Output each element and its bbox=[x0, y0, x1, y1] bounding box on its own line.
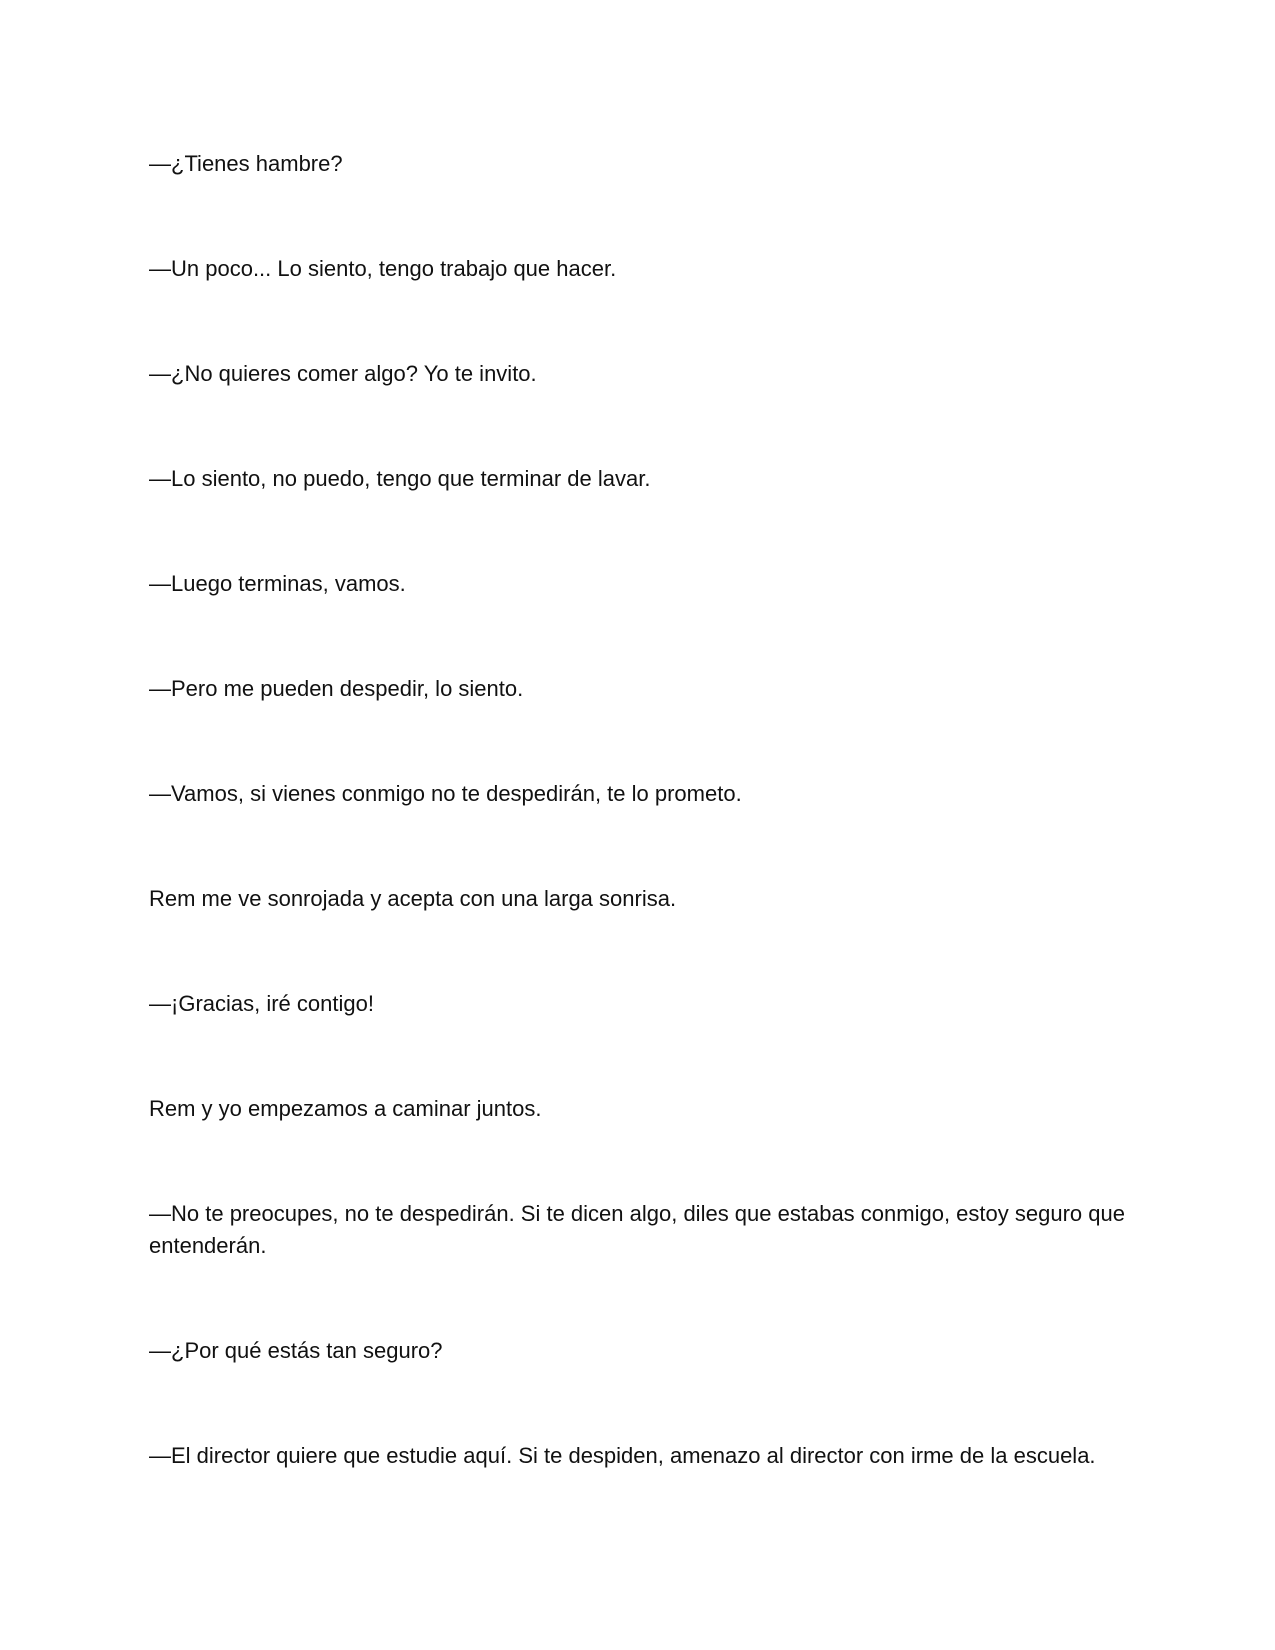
paragraph: —Un poco... Lo siento, tengo trabajo que hacer. bbox=[149, 256, 617, 281]
paragraph: —¡Gracias, iré contigo! bbox=[149, 991, 374, 1016]
paragraph: —Pero me pueden despedir, lo siento. bbox=[149, 676, 524, 701]
paragraph: —Luego terminas, vamos. bbox=[149, 571, 406, 596]
paragraph: —Lo siento, no puedo, tengo que terminar de lavar. bbox=[149, 466, 651, 491]
paragraph: —¿No quieres comer algo? Yo te invito. bbox=[149, 361, 537, 386]
paragraph: Rem y yo empezamos a caminar juntos. bbox=[149, 1096, 542, 1121]
paragraph: —No te preocupes, no te despedirán. Si te dicen algo, diles que estabas conmigo, estoy seguro que entenderán. bbox=[149, 1201, 1125, 1258]
paragraph: —Vamos, si vienes conmigo no te despedirán, te lo prometo. bbox=[149, 781, 742, 806]
paragraph: —El director quiere que estudie aquí. Si te despiden, amenazo al director con irme de la escuela. bbox=[149, 1443, 1096, 1468]
paragraph: —¿Por qué estás tan seguro? bbox=[149, 1338, 443, 1363]
paragraph: Rem me ve sonrojada y acepta con una larga sonrisa. bbox=[149, 886, 677, 911]
paragraph: —¿Tienes hambre? bbox=[149, 151, 343, 176]
